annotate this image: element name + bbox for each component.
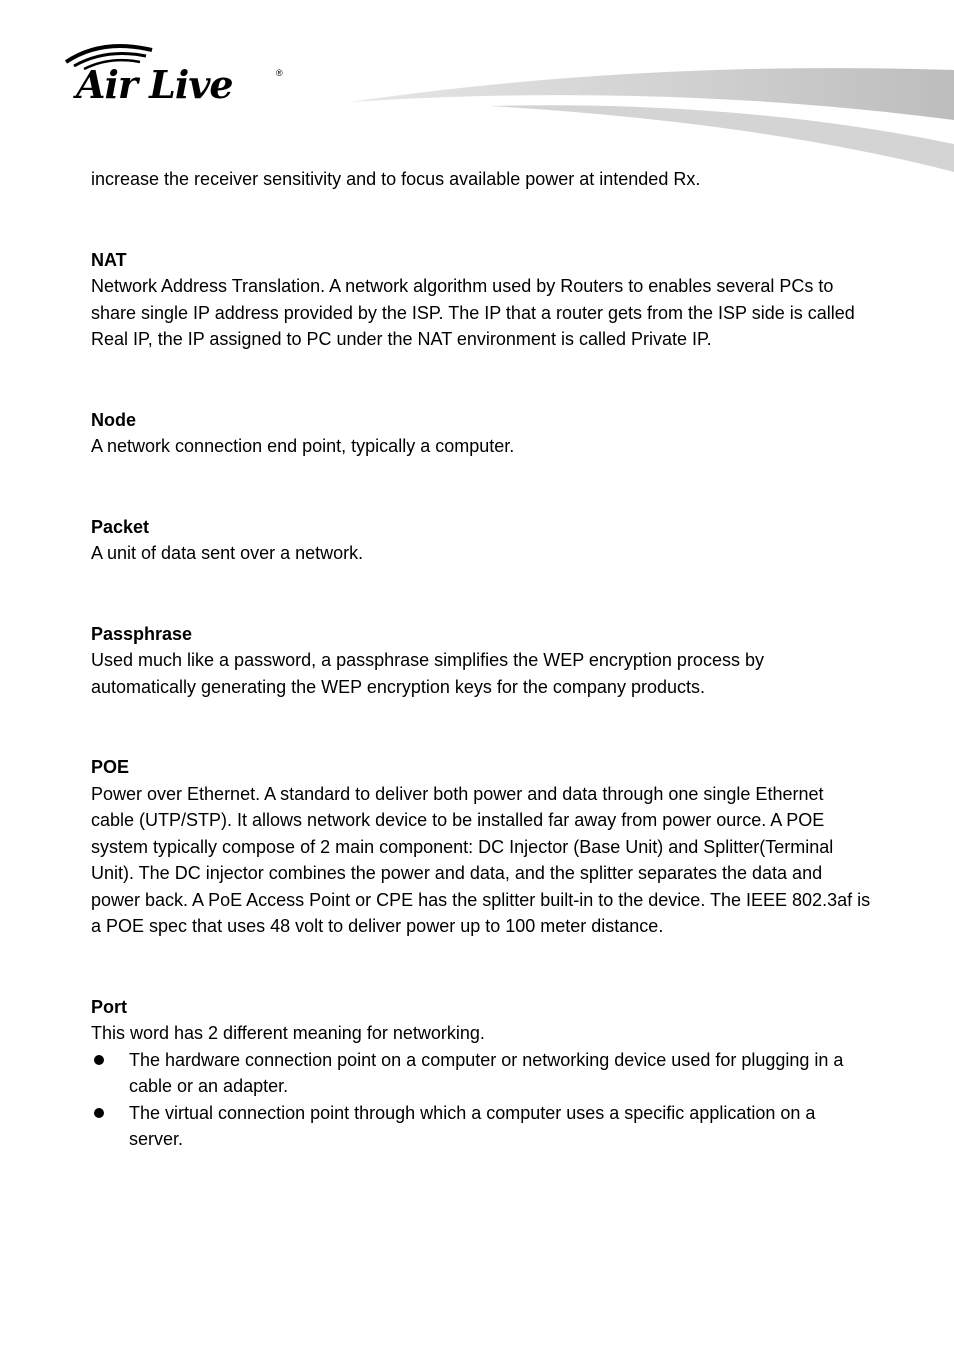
list-item: The virtual connection point through which a computer uses a specific application on a server.	[91, 1100, 871, 1153]
term-definition: A unit of data sent over a network.	[91, 543, 364, 563]
airlive-logo	[62, 40, 292, 110]
logo-wordmark: Air Live	[76, 62, 233, 107]
document-body	[91, 166, 871, 1153]
list-item: The hardware connection point on a computer or networking device used for plugging in a cable or an adapter.	[91, 1047, 871, 1100]
term-definition: This word has 2 different meaning for networking.	[91, 1023, 485, 1043]
term-definition: Network Address Translation. A network algorithm used by Routers to enables several PCs to share single IP address provided by the ISP. The IP that a router gets from the ISP side is called Real IP, the IP assigned to PC under the NAT environment is called Private IP.	[91, 276, 855, 349]
header-swoosh-decoration	[340, 60, 954, 180]
term-title: Passphrase	[91, 623, 193, 644]
page-header	[0, 0, 954, 180]
term-packet	[91, 514, 871, 567]
term-node	[91, 407, 871, 460]
term-title: Node	[91, 409, 136, 430]
term-passphrase	[91, 621, 871, 701]
term-definition: Power over Ethernet. A standard to deliver both power and data through one single Ethernet cable (UTP/STP). It allows network device to be installed far away from power ource. A POE system typically compose of 2 main component: DC Injector (Base Unit) and Splitter(Terminal Unit). The DC injector combines the power and data, and the splitter separates the data and power back. A PoE Access Point or CPE has the splitter built-in to the device. The IEEE 802.3af is a POE spec that uses 48 volt to deliver power up to 100 meter distance.	[91, 783, 871, 936]
term-nat	[91, 247, 871, 353]
term-title: Packet	[91, 516, 150, 537]
term-definition: Used much like a password, a passphrase simplifies the WEP encryption process by automatically generating the WEP encryption keys for the company products.	[91, 650, 764, 697]
term-title: Port	[91, 996, 127, 1017]
term-title: POE	[91, 757, 130, 777]
term-definition: A network connection end point, typically a computer.	[91, 436, 515, 456]
port-meanings-list	[91, 1047, 871, 1153]
term-title: NAT	[91, 249, 127, 270]
term-poe	[91, 754, 871, 940]
term-port	[91, 994, 871, 1153]
lead-paragraph: increase the receiver sensitivity and to focus available power at intended Rx.	[91, 169, 701, 189]
registered-mark: ®	[276, 68, 283, 78]
